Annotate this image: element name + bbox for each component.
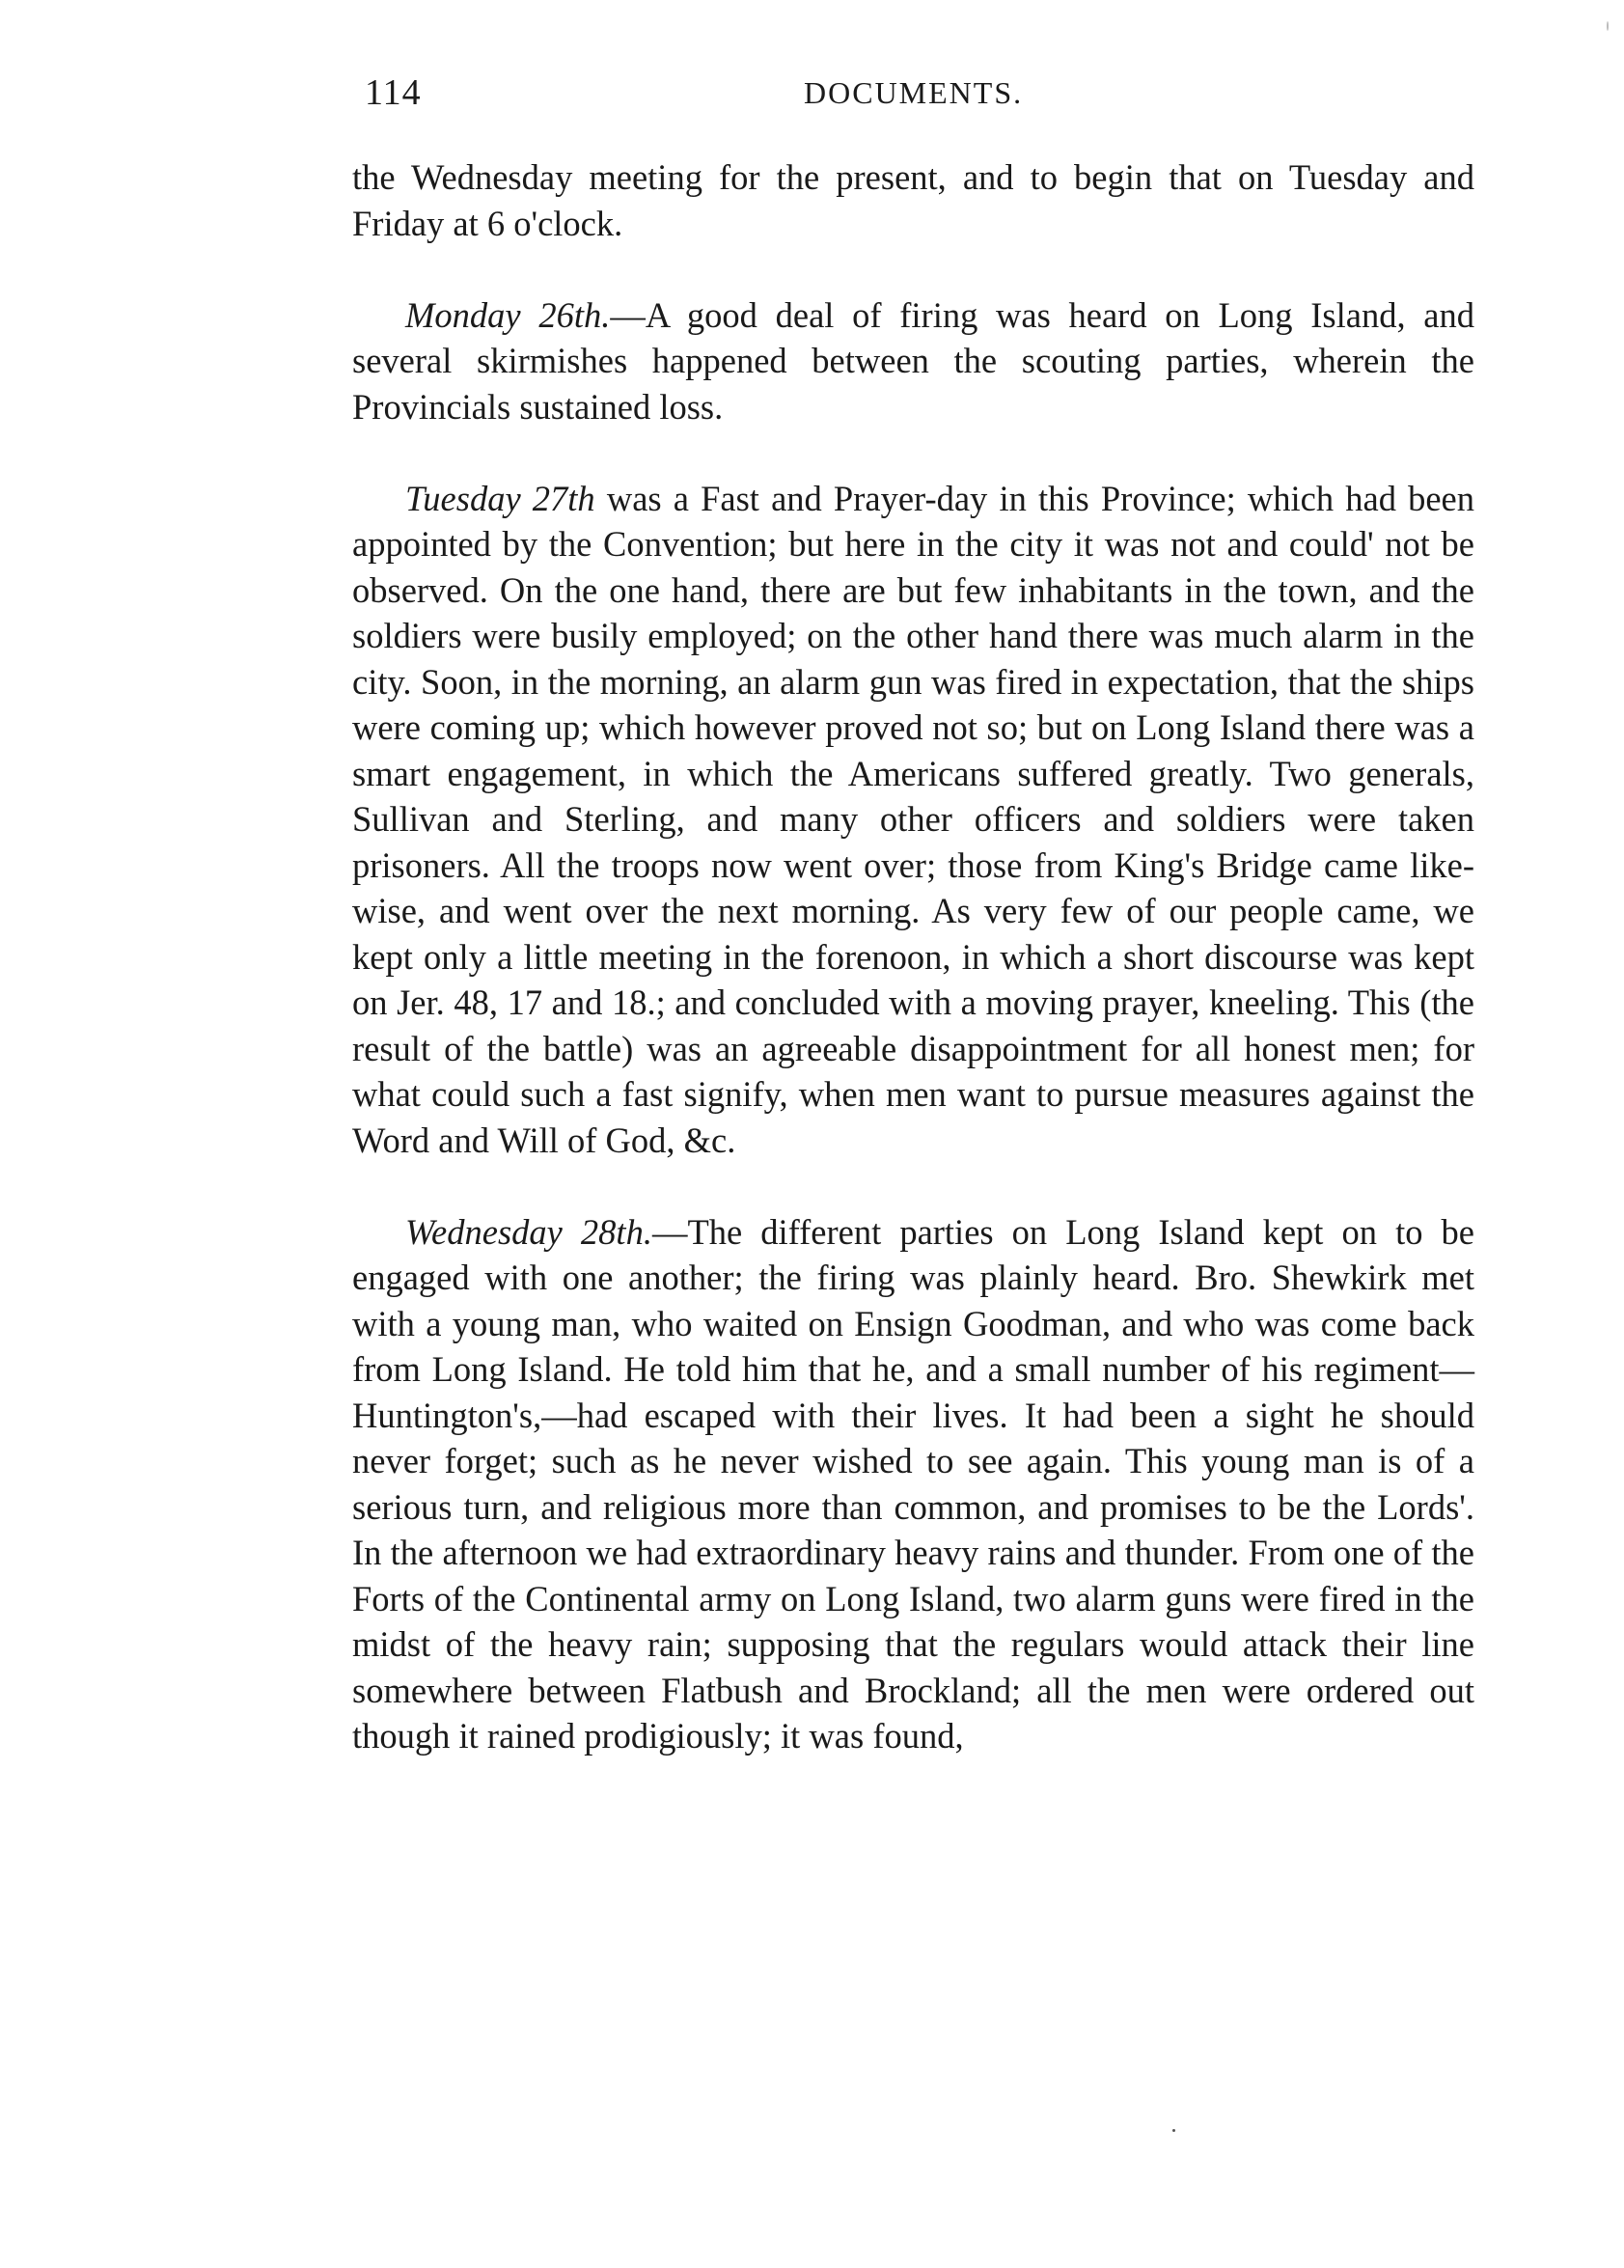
paragraph-monday bbox=[352, 292, 1474, 430]
date-lead: Wednesday 28th. bbox=[405, 1211, 652, 1252]
date-lead: Tuesday 27th bbox=[405, 478, 595, 518]
paragraph-tuesday bbox=[352, 476, 1474, 1164]
paragraph-text: —The different parties on Long Island kept on to be engaged with one another; the firing was plainly heard. Bro. Shewkirk met with a young man, who waited on Ensign Goodman, and who was come back from Long Island. He told him that he, and a small number of his regiment—Huntington's,—had escaped with their lives. It had been a sight he should never forget; such as he never wished to see again. This young man is of a serious turn, and religious more than common, and promises to be the Lords'. In the afternoon we had extraordinary heavy rains and thunder. From one of the Forts of the Continental army on Long Island, two alarm guns were fired in the midst of the heavy rain; supposing that the regulars would attack their line somewhere between Flatbush and Brockland; all the men were ordered out though it rained prodigiously; it was found, bbox=[352, 1211, 1474, 1756]
page-header bbox=[365, 71, 1474, 120]
paragraph-continuation bbox=[352, 154, 1474, 246]
running-head: DOCUMENTS. bbox=[804, 75, 1024, 110]
page-number: 114 bbox=[365, 72, 422, 113]
date-lead: Monday 26th. bbox=[405, 294, 611, 335]
body-text bbox=[352, 154, 1474, 1759]
scan-speck bbox=[1607, 21, 1609, 31]
paragraph-text: was a Fast and Prayer-day in this Province; which had been appointed by the Convention; but here in the city it was not and could' not be observed. On the one hand, there are but few inhabitants in the town, and the soldiers were busily employed; on the other hand there was much alarm in the city. Soon, in the morning, an alarm gun was fired in expectation, that the ships were coming up; which however proved not so; but on Long Island there was a smart engagement, in which the Americans suffered greatly. Two generals, Sullivan and Sterling, and many other officers and soldiers were taken prisoners. All the troops now went over; those from King's Bridge came likewise, and went over the next morning. As very few of our people came, we kept only a little meeting in the forenoon, in which a short discourse was kept on Jer. 48, 17 and 18.; and concluded with a moving prayer, kneeling. This (the result of the battle) was an agreeable disappointment for all honest men; for what could such a fast signify, when men want to pursue measures against the Word and Will of God, &c. bbox=[352, 478, 1474, 1160]
scan-speck bbox=[1172, 2129, 1175, 2132]
paragraph-text: —A good deal of firing was heard on Long Island, and several skirmishes happened between the scouting parties, wherein the Provincials sustained loss. bbox=[352, 294, 1474, 427]
paragraph-text: the Wednesday meeting for the present, and to begin that on Tuesday and Friday at 6 o'clock. bbox=[352, 157, 1474, 243]
paragraph-wednesday bbox=[352, 1209, 1474, 1759]
